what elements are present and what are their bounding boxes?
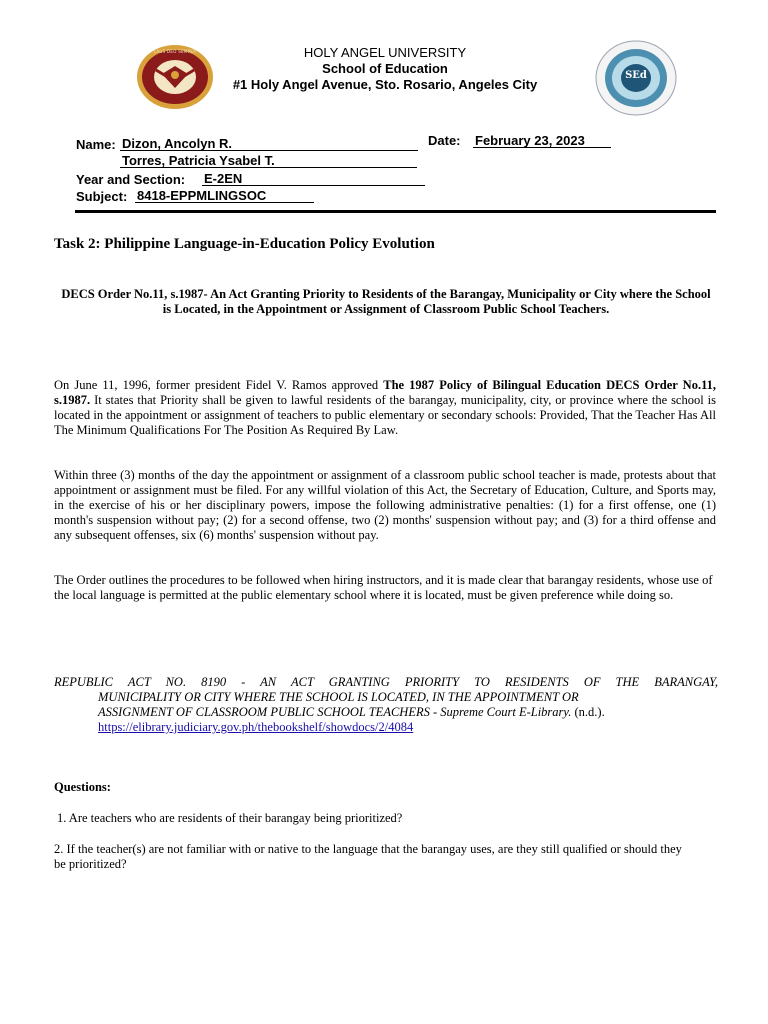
reference-date: (n.d.). — [571, 705, 605, 719]
university-name: HOLY ANGEL UNIVERSITY — [303, 45, 467, 60]
reference-line-1: REPUBLIC ACT NO. 8190 - AN ACT GRANTING PRIORITY TO RESIDENTS OF THE BARANGAY, — [54, 675, 718, 689]
year-section-label: Year and Section: — [76, 172, 186, 187]
year-section-field: E-2EN — [202, 171, 425, 186]
reference-citation — [54, 675, 718, 735]
header-divider — [75, 210, 716, 213]
name-field-2: Torres, Patricia Ysabel T. — [120, 153, 417, 168]
paragraph-1-bold: The 1987 Policy of Bilingual Education DECS Order No.11, s.1987. — [54, 378, 716, 407]
name-label: Name: — [76, 137, 116, 152]
university-header — [190, 45, 580, 93]
questions-heading: Questions: — [54, 780, 111, 794]
task-title: Task 2: Philippine Language-in-Education Policy Evolution — [54, 236, 435, 252]
school-name: School of Education — [322, 61, 448, 76]
decs-order-title: DECS Order No.11, s.1987- An Act Granting Priority to Residents of the Barangay, Municipality or City where the School is Located, in the Appointment or Assignment of Classroom Public School Teachers. — [61, 287, 711, 316]
paragraph-1-rest: It states that Priority shall be given to lawful residents of the barangay, municipality, city, or province where the school is located in the appointment or assignment of teachers to public elementary or secondary schools: Provided, That the Teacher Has All The Minimum Qualifications For The Position As Required By Law. — [54, 393, 716, 437]
question-2: 2. If the teacher(s) are not familiar with or native to the language that the barangay uses, are they still qualified or should they be prioritized? — [54, 842, 682, 871]
school-address: #1 Holy Angel Avenue, Sto. Rosario, Angeles City — [232, 77, 538, 92]
reference-line-2: MUNICIPALITY OR CITY WHERE THE SCHOOL IS LOCATED, IN THE APPOINTMENT OR — [98, 690, 579, 704]
right-logo-text: SEd — [625, 70, 647, 81]
subject-label: Subject: — [76, 189, 128, 204]
date-field: February 23, 2023 — [473, 133, 611, 148]
subject-field: 8418-EPPMLINGSOC — [135, 188, 314, 203]
paragraph-3: The Order outlines the procedures to be followed when hiring instructors, and it is made clear that barangay residents, whose use of the local language is permitted at the public elementary school where it is located, must be given preference while doing so. — [54, 573, 713, 602]
paragraph-2: Within three (3) months of the day the appointment or assignment of a classroom public school teacher is made, protests about that appointment or assignment must be filed. For any willful violation of this Act, the Secretary of Education, Culture, and Sports may, in the exercise of his or her disciplinary powers, impose the following administrative penalties: (1) for a first offense, one (1) month's suspension without pay; (2) for a second offense, two (2) months' suspension without pay; and (3) for a third offense and any subsequent offenses, six (6) months' suspension without pay. — [54, 468, 716, 542]
name-field-1: Dizon, Ancolyn R. — [120, 136, 418, 151]
question-1: 1. Are teachers who are residents of their barangay being prioritized? — [57, 811, 403, 825]
left-logo-text: LAUS DEO SEMPER — [153, 49, 197, 54]
reference-link-wrap — [54, 720, 718, 735]
paragraph-1-intro: On June 11, 1996, former president Fidel V. Ramos approved — [54, 378, 384, 392]
paragraph-1 — [54, 378, 716, 438]
reference-line-3 — [54, 705, 718, 720]
date-label: Date: — [428, 133, 461, 148]
reference-link[interactable]: https://elibrary.judiciary.gov.ph/thebookshelf/showdocs/2/4084 — [98, 720, 414, 734]
reference-line-3-italic: ASSIGNMENT OF CLASSROOM PUBLIC SCHOOL TEACHERS - Supreme Court E-Library. — [98, 705, 572, 719]
